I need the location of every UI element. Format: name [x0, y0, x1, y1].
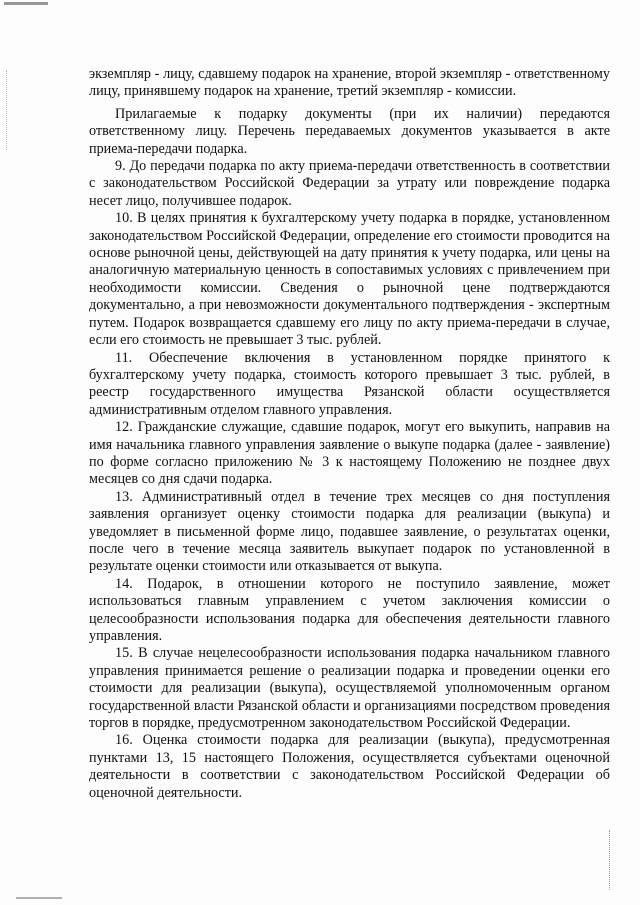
scan-artifact-bottom: [16, 897, 62, 899]
paragraph-12: 12. Гражданские служащие, сдавшие подарок, могут его выкупить, направив на имя начальника главного управления заявление о выкупе подарка (далее - заявление) по форме согласно приложению № 3 к настоящему Положению не позднее двух месяцев со дня сдачи подарка.: [89, 419, 610, 488]
paragraph-13: 13. Административный отдел в течение трех месяцев со дня поступления заявления организует оценку стоимости подарка для реализации (выкупа) и уведомляет в письменной форме лицо, подавшее заявление, о результатах оценки, после чего в течение месяца заявитель выкупает подарок по установленной в результате оценки стоимости или отказывается от выкупа.: [89, 488, 610, 575]
paragraph-attached-documents: Прилагаемые к подарку документы (при их наличии) передаются ответственному лицу. Перечень передаваемых документов указывается в акте приема-передачи подарка.: [89, 105, 610, 157]
scan-artifact-left: [6, 70, 8, 150]
paragraph-11: 11. Обеспечение включения в установленном порядке принятого к бухгалтерскому учету подарка, стоимость которого превышает 3 тыс. рублей, в реестр государственного имущества Рязанской области осуществляется административным отделом главного управления.: [89, 349, 610, 418]
document-body: [89, 66, 610, 802]
paragraph-10: 10. В целях принятия к бухгалтерскому учету подарка в порядке, установленном законодательством Российской Федерации, определение его стоимости проводится на основе рыночной цены, действующей на дату принятия к учету подарка, или цены на аналогичную материальную ценность в сопоставимых условиях с привлечением при необходимости комиссии. Сведения о рыночной цене подтверждаются документально, а при невозможности документального подтверждения - экспертным путем. Подарок возвращается сдавшему его лицу по акту приема-передачи в случае, если его стоимость не превышает 3 тыс. рублей.: [89, 210, 610, 349]
paragraph-continuation: экземпляр - лицу, сдавшему подарок на хранение, второй экземпляр - ответственному лицу, принявшему подарок на хранение, третий экземпляр - комиссии.: [89, 66, 610, 100]
paragraph-15: 15. В случае нецелесообразности использования подарка начальником главного управления принимается решение о реализации подарка и проведении оценки его стоимости для реализации (выкупа), осуществляемой уполномоченным органом государственной власти Рязанской области и организациями посредством проведения торгов в порядке, предусмотренном законодательством Российской Федерации.: [89, 645, 610, 732]
scan-artifact-top: [4, 2, 48, 5]
paragraph-16: 16. Оценка стоимости подарка для реализации (выкупа), предусмотренная пунктами 13, 15 настоящего Положения, осуществляется субъектами оценочной деятельности в соответствии с законодательством Российской Федерации об оценочной деятельности.: [89, 732, 610, 801]
paragraph-14: 14. Подарок, в отношении которого не поступило заявление, может использоваться главным управлением с учетом заключения комиссии о целесообразности использования подарка для обеспечения деятельности главного управления.: [89, 575, 610, 644]
paragraph-9: 9. До передачи подарка по акту приема-передачи ответственность в соответствии с законодательством Российской Федерации за утрату или повреждение подарка несет лицо, получившее подарок.: [89, 158, 610, 209]
scan-artifact-right: [608, 830, 610, 890]
